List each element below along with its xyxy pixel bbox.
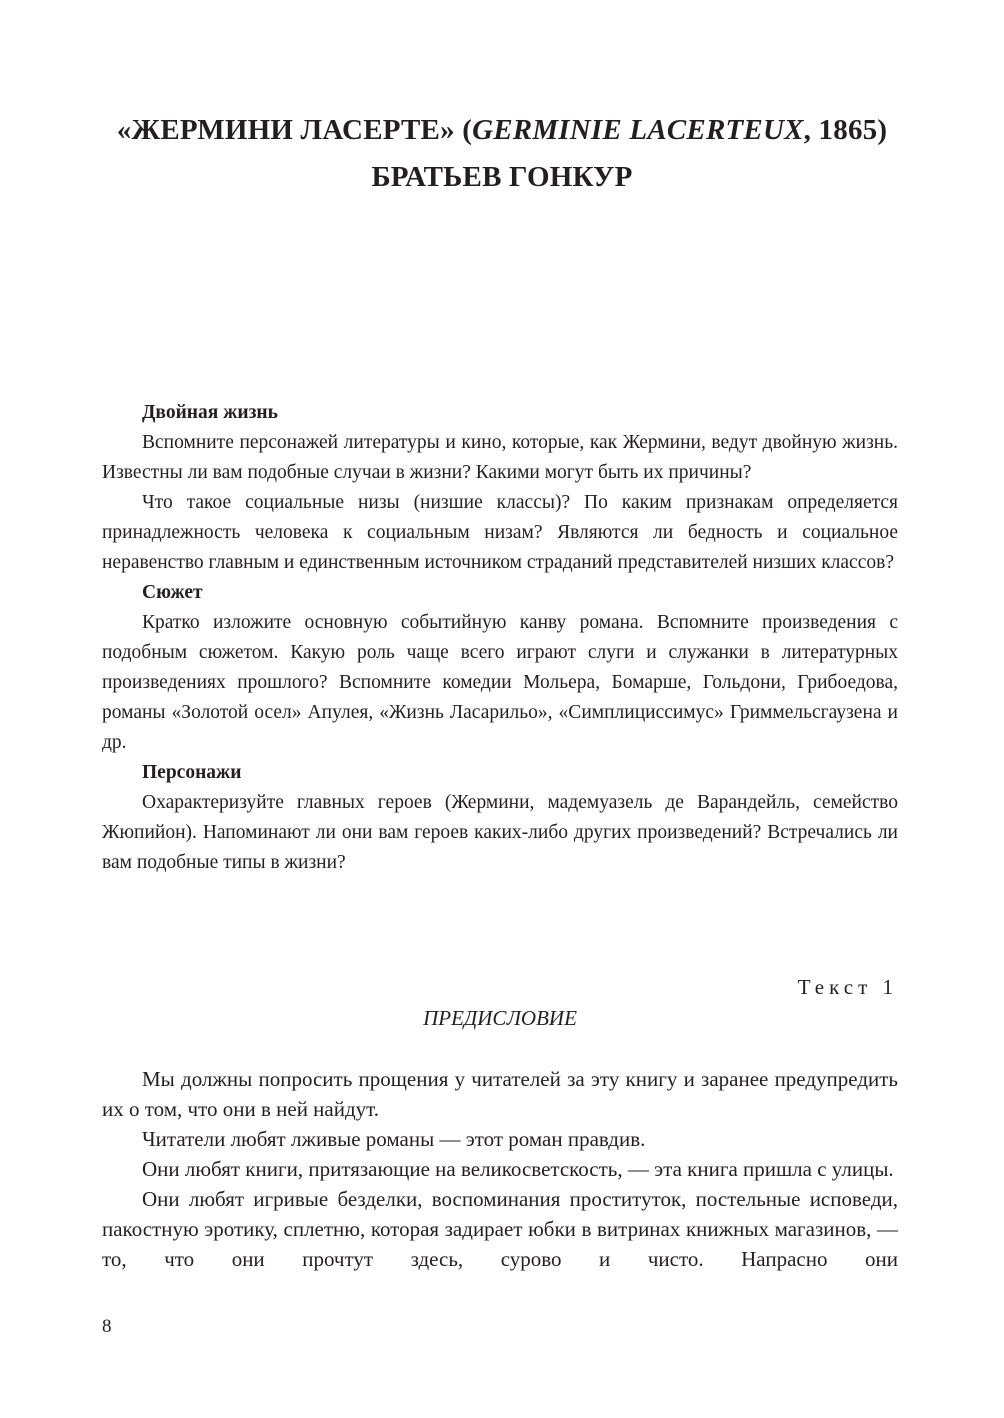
text-body <box>102 1064 898 1274</box>
paragraph: Они любят книги, притязающие на великосветскость, — эта книга пришла с улицы. <box>142 1157 894 1181</box>
study-questions <box>102 398 898 878</box>
paragraph: Мы должны попросить прощения у читателей за эту книгу и заранее предупредить их о том, что они в ней найдут. <box>102 1067 898 1121</box>
paragraph: Они любят игривые безделки, воспоминания проституток, постельные исповеди, пакостную эротику, сплетню, которая задирает юбки в витринах книжных магазинов, — то, что они прочтут здесь, сурово и чисто. Напрасно они <box>102 1187 898 1271</box>
paragraph: Охарактеризуйте главных героев (Жермини, мадемуазель де Варандейль, семейство Жюпийон). Напоминают ли они вам героев каких-либо других произведений? Встречались ли вам подобные типы в жизни? <box>102 792 898 873</box>
chapter-title-original-name: GERMINIE LACERTEUX <box>472 114 804 147</box>
section-heading-double-life: Двойная жизнь <box>142 402 278 423</box>
chapter-title <box>60 107 944 201</box>
paragraph: Читатели любят лживые романы — этот роман правдив. <box>142 1127 646 1151</box>
page-number: 8 <box>102 1316 112 1337</box>
section-heading-characters: Персонажи <box>142 762 242 783</box>
section-heading-plot: Сюжет <box>142 582 203 603</box>
paragraph: Вспомните персонажей литературы и кино, которые, как Жермини, ведут двойную жизнь. Известны ли вам подобные случаи в жизни? Какими могут быть их причины? <box>102 432 898 483</box>
paragraph: Что такое социальные низы (низшие классы)? По каким признакам определяется принадлежность человека к социальным низам? Являются ли бедность и социальное неравенство главным и единственным источником страданий представителей низших классов? <box>102 492 898 573</box>
text-heading: ПРЕДИСЛОВИЕ <box>423 1006 577 1030</box>
chapter-title-suffix: , 1865) <box>803 114 888 147</box>
text-number-label: Текст 1 <box>797 975 898 999</box>
paragraph: Кратко изложите основную событийную канву романа. Вспомните произведения с подобным сюжетом. Какую роль чаще всего играют слуги и служанки в литературных произведениях прошлого? Вспомните комедии Мольера, Бомарше, Гольдони, Грибоедова, романы «Золотой осел» Апулея, «Жизнь Ласарильо», «Симплициссимус» Гриммельсгаузена и др. <box>102 612 898 753</box>
chapter-title-line-1 <box>60 107 944 154</box>
chapter-title-prefix: «ЖЕРМИНИ ЛАСЕРТЕ» ( <box>116 114 473 147</box>
chapter-title-line-2: БРАТЬЕВ ГОНКУР <box>371 161 633 194</box>
